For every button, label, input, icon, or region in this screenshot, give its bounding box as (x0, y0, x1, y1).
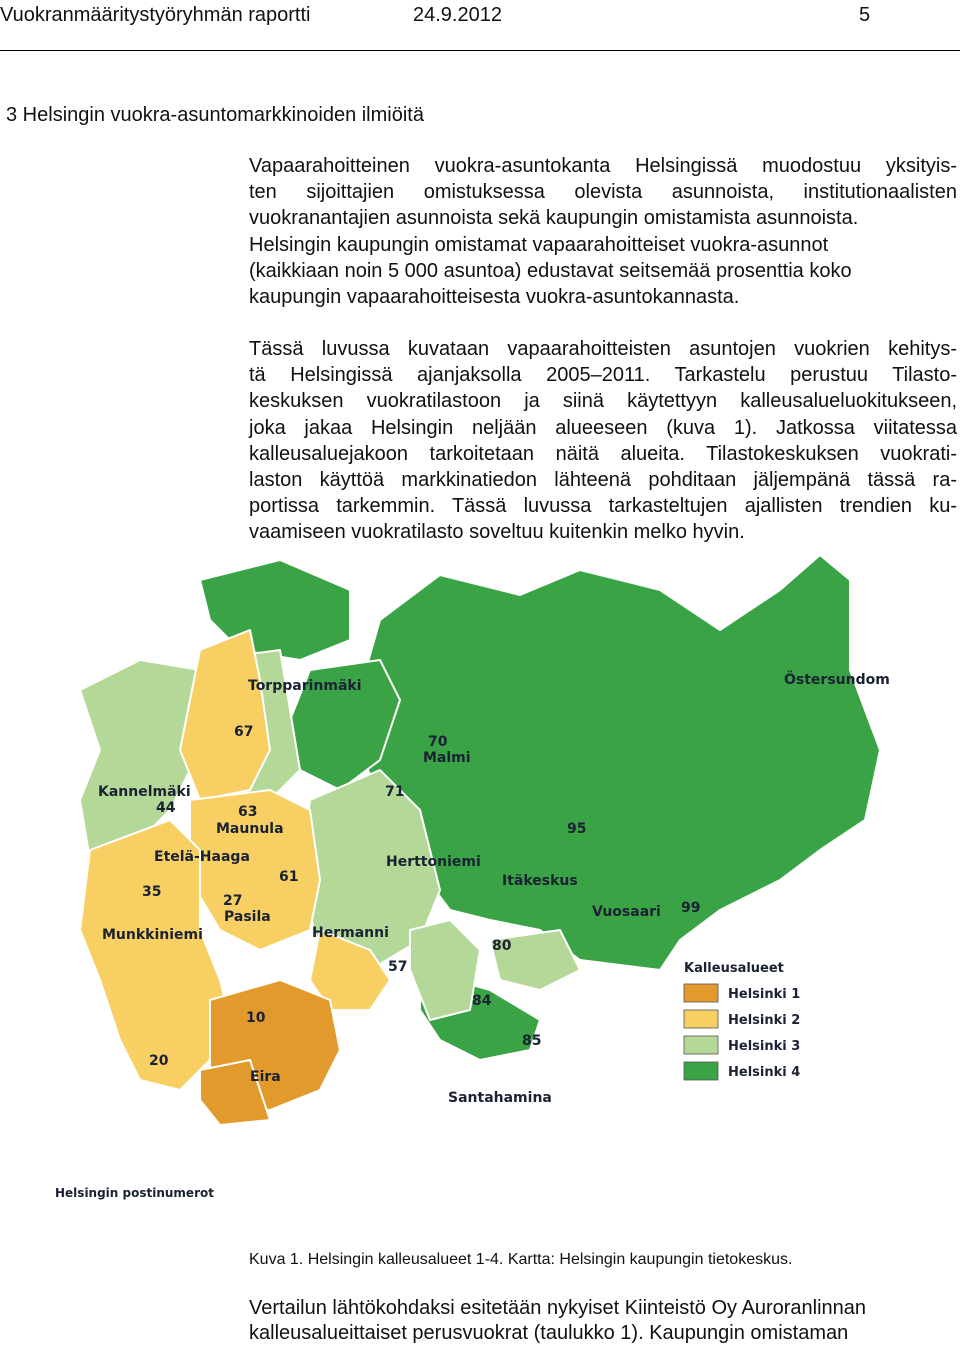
map-label: Eira (250, 1069, 281, 1085)
text-line: Helsingin kaupungin omistamat vapaarahoitteiset vuokra-asunnot (249, 233, 829, 256)
map-label: 71 (385, 784, 405, 800)
map-label: Kannelmäki (98, 784, 191, 800)
map-label: Vuosaari (592, 904, 661, 920)
text-line: Tässä luvussa kuvataan vapaarahoitteisten asuntojen vuokrien kehitys- (249, 338, 957, 360)
text-line: keskuksen vuokratilastoon ja siinä käytettyyn kalleusalueluokitukseen, (249, 390, 957, 413)
map-label: Hermanni (312, 925, 389, 941)
report-date: 24.9.2012 (413, 4, 502, 26)
text-line: laston käyttöä markkinatiedon lähteenä pohditaan jäljempänä tässä ra- (249, 469, 957, 492)
legend-label: Helsinki 4 (728, 1065, 801, 1080)
text-line: tä Helsingissä ajanjaksolla 2005–2011. Tarkastelu perustuu Tilasto- (249, 364, 957, 387)
report-title: Vuokranmääritystyöryhmän raportti (0, 4, 311, 26)
text-line: Vapaarahoitteinen vuokra-asuntokanta Helsingissä muodostuu yksityis- (249, 155, 957, 177)
text-line: ten sijoittajien omistuksessa olevista asunnoista, institutionaalisten (249, 181, 957, 204)
legend-title: Kalleusalueet (684, 961, 784, 976)
map-label: 10 (246, 1010, 266, 1026)
legend-swatch (684, 1062, 718, 1080)
page-number: 5 (859, 4, 871, 26)
legend-swatch (684, 1010, 718, 1028)
map-label: Santahamina (448, 1090, 552, 1106)
map-label: 20 (149, 1053, 169, 1069)
map-label: Malmi (423, 750, 471, 766)
legend-swatch (684, 1036, 718, 1054)
map-source: Helsingin postinumerot (55, 1186, 214, 1200)
map-label: 67 (234, 724, 254, 740)
legend-label: Helsinki 1 (728, 987, 801, 1002)
map-label: Torpparinmäki (248, 678, 362, 694)
text-line: vaamiseen vuokratilasto soveltuu kuitenkin melko hyvin. (249, 521, 745, 544)
map-label: 27 (223, 893, 243, 909)
map-label: 61 (279, 869, 299, 885)
helsinki-price-zone-map (20, 550, 960, 1210)
text-line: kaupungin vapaarahoitteisesta vuokra-asuntokannasta. (249, 286, 740, 309)
paragraph-2 (249, 336, 957, 546)
map-label: Etelä-Haaga (154, 849, 250, 865)
legend-label: Helsinki 3 (728, 1039, 801, 1054)
text-line: joka jakaa Helsingin neljään alueeseen (kuva 1). Jatkossa viitatessa (249, 416, 957, 439)
zone3-region (80, 660, 200, 860)
legend-label: Helsinki 2 (728, 1013, 801, 1028)
text-line: kalleusalueittaiset perusvuokrat (taulukko 1). Kaupungin omistaman (249, 1322, 849, 1344)
text-line: portissa tarkemmin. Tässä luvussa tarkasteltujen ajallisten trendien ku- (249, 495, 957, 518)
map-label: 70 (428, 734, 448, 750)
section-heading: 3 Helsingin vuokra-asuntomarkkinoiden ilmiöitä (6, 104, 424, 126)
text-line: kalleusaluejakoon tarkoitetaan näitä alueita. Tilastokeskuksen vuokrati- (249, 442, 957, 465)
legend-swatch (684, 984, 718, 1002)
map-label: Pasila (224, 909, 271, 925)
map-label: Itäkeskus (502, 873, 578, 889)
map-label: 57 (388, 959, 408, 975)
map-label: Munkkiniemi (102, 927, 203, 943)
map-legend (684, 961, 800, 1080)
map-label: 95 (567, 821, 587, 837)
map-label: Herttoniemi (386, 854, 481, 870)
paragraph-3 (249, 1296, 866, 1346)
map-label: Östersundom (784, 672, 890, 688)
map-label: 35 (142, 884, 162, 900)
map-label: 63 (238, 804, 258, 820)
page-header (0, 2, 960, 36)
map-label: 44 (156, 800, 176, 816)
paragraph-1 (249, 153, 957, 310)
figure-caption: Kuva 1. Helsingin kalleusalueet 1-4. Kartta: Helsingin kaupungin tietokeskus. (249, 1251, 793, 1268)
text-line: (kaikkiaan noin 5 000 asuntoa) edustavat seitsemää prosenttia koko (249, 259, 852, 282)
map-label: 80 (492, 938, 512, 954)
text-line: Vertailun lähtökohdaksi esitetään nykyiset Kiinteistö Oy Auroranlinnan (249, 1297, 867, 1319)
map-label: Maunula (216, 821, 284, 837)
header-divider (0, 50, 960, 51)
text-line: vuokranantajien asunnoista sekä kaupungin omistamista asunnoista. (249, 207, 859, 230)
map-label: 84 (472, 993, 492, 1009)
map-label: 85 (522, 1033, 542, 1049)
map-label: 99 (681, 900, 701, 916)
